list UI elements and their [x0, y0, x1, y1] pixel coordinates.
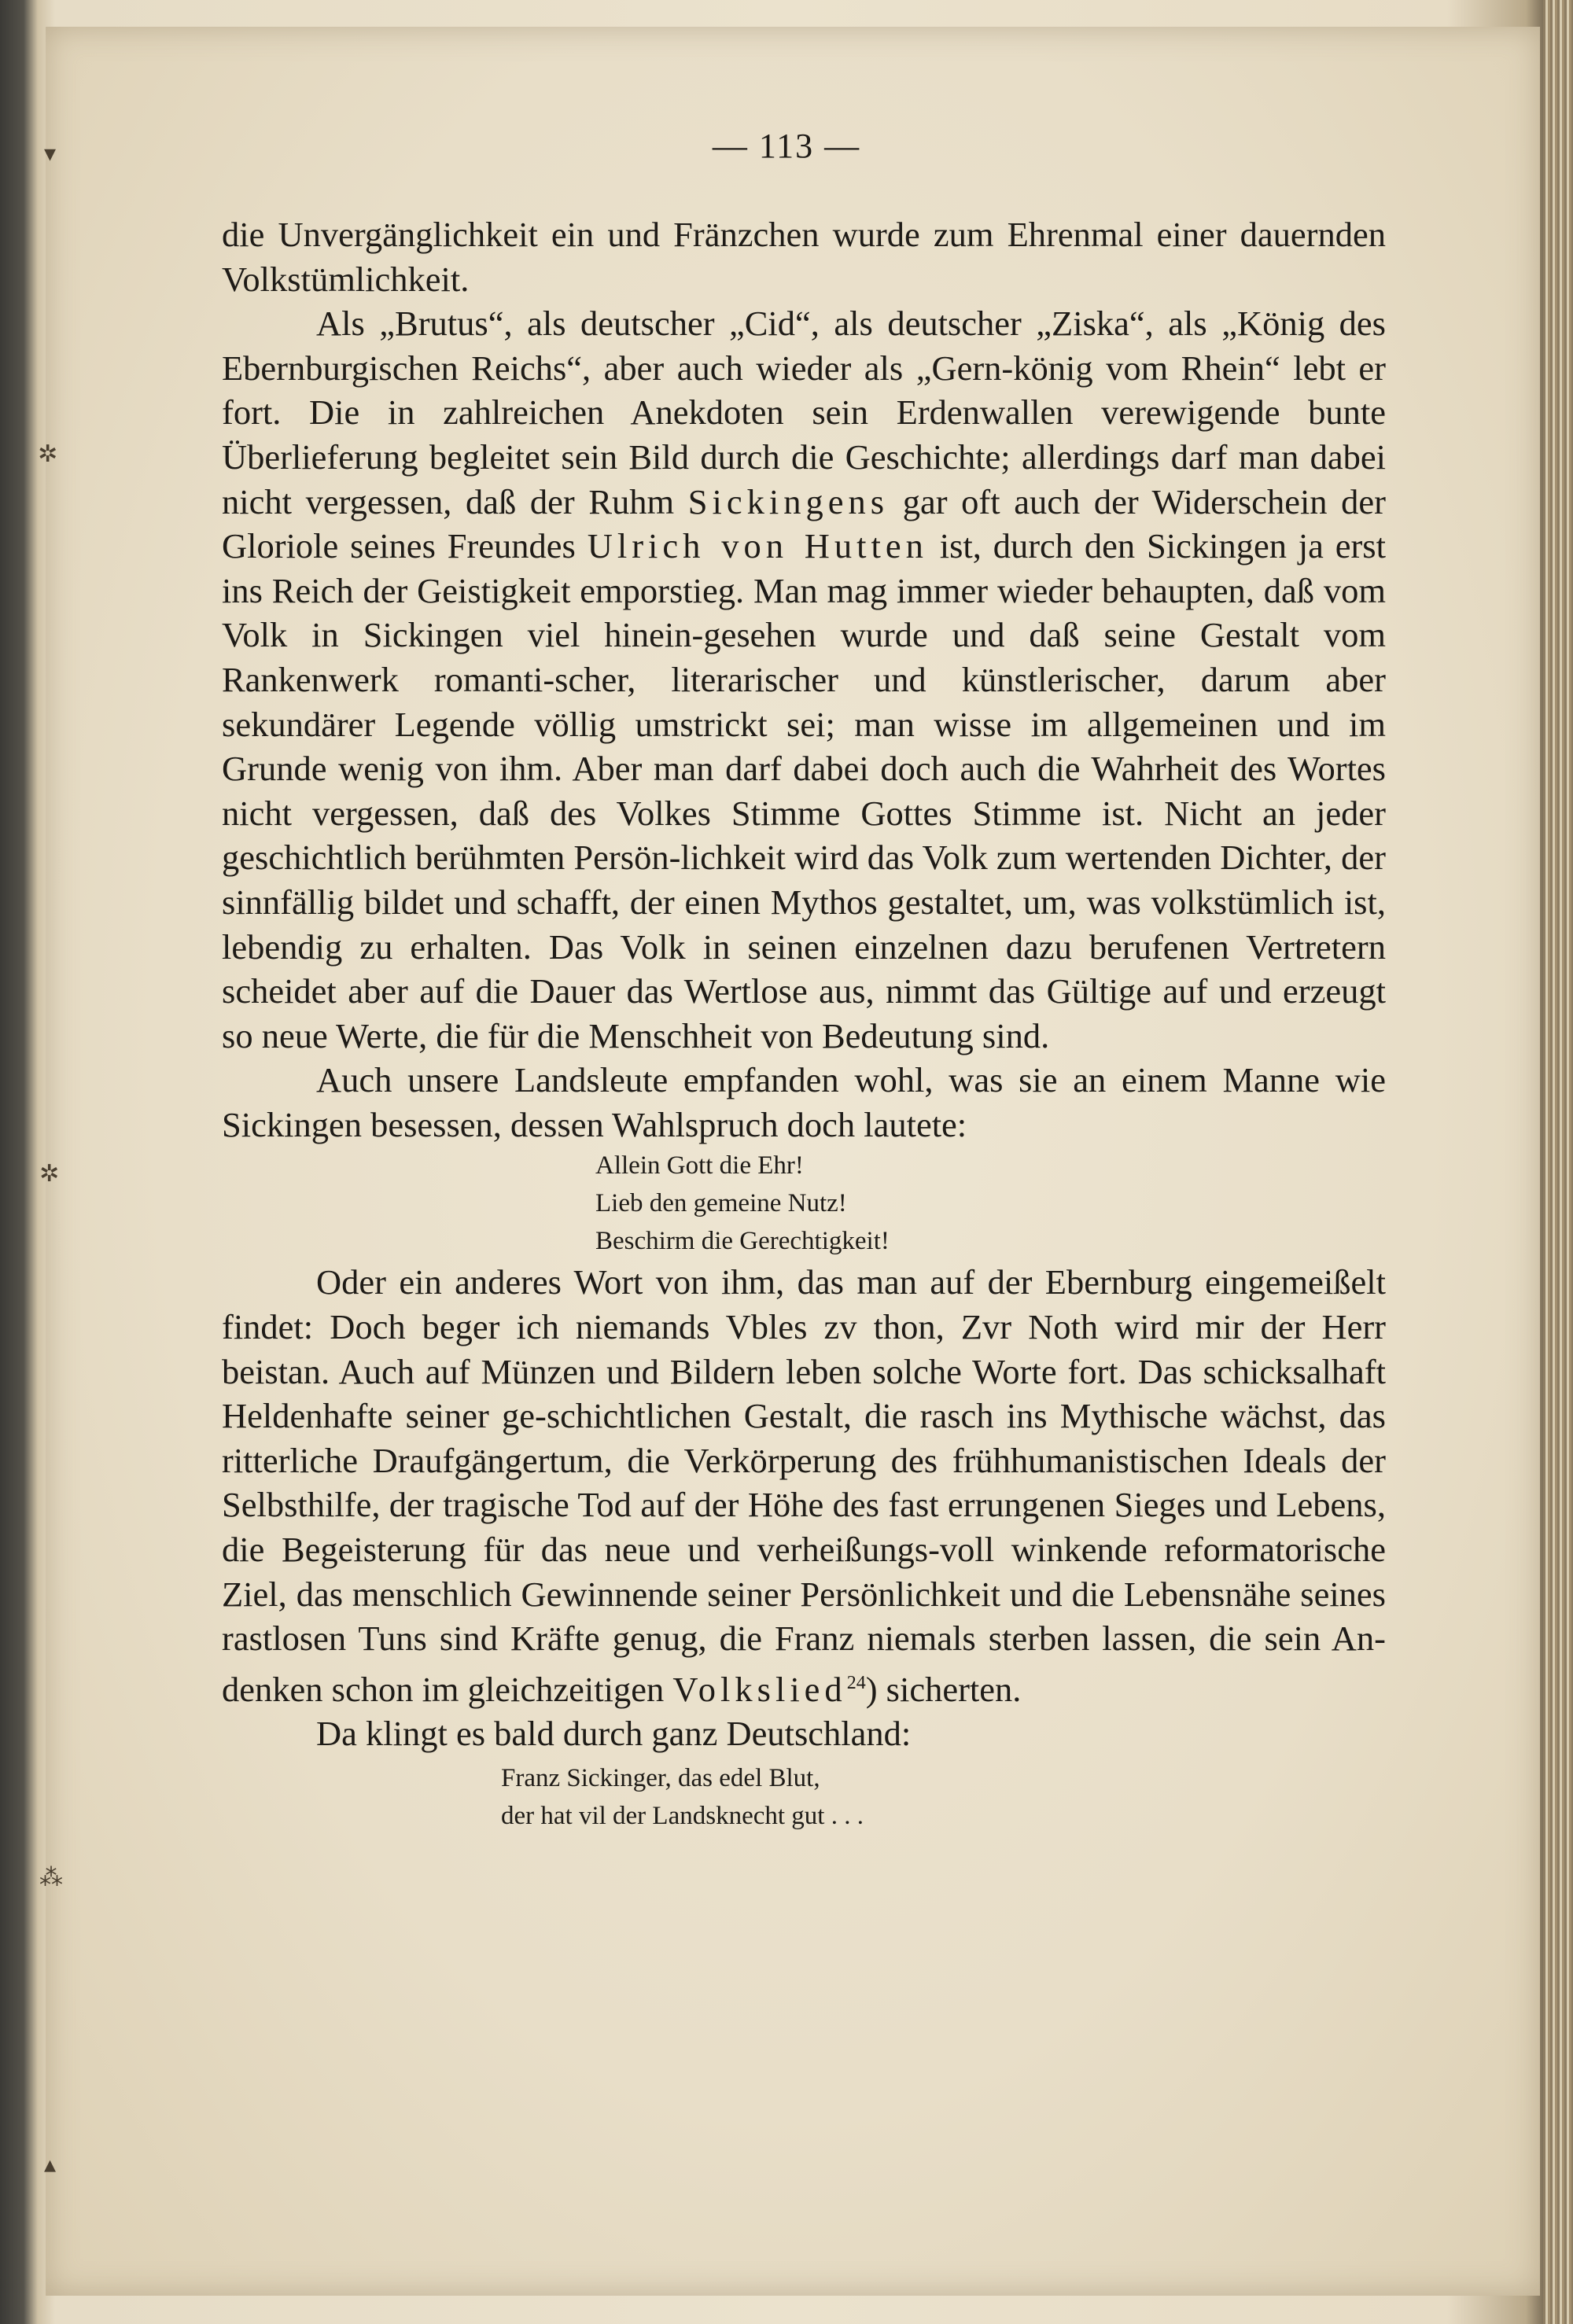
footnote-ref[interactable]: 24 [846, 1672, 866, 1693]
margin-mark: ✲ [38, 440, 58, 468]
text-run: gar oft auch der Widerschein der Gloriole seines Freundes [222, 481, 1386, 566]
paragraph [222, 1260, 1386, 1711]
song-verse [222, 1759, 1386, 1835]
spaced-name: Sickingens [687, 481, 890, 521]
text-run: ) sicherten. [865, 1669, 1022, 1709]
paragraph: die Unvergänglichkeit ein und Fränzchen wurde zum Ehrenmal einer dauernden Volkstümlichkeit. [222, 215, 1386, 299]
verse-line: der hat vil der Landsknecht gut . . . [501, 1801, 864, 1830]
margin-mark: ▴ [44, 2151, 57, 2179]
margin-mark: ▾ [44, 140, 57, 168]
verse-line: Lieb den gemeine Nutz! [595, 1189, 847, 1218]
page-body [222, 212, 1386, 1835]
verse-line: Allein Gott die Ehr! [595, 1151, 804, 1180]
paragraph: Da klingt es bald durch ganz Deutschland: [316, 1714, 912, 1754]
paragraph [222, 301, 1386, 1058]
verse-line: Franz Sickinger, das edel Blut, [501, 1763, 820, 1792]
margin-mark: ✲ [39, 1160, 60, 1188]
page-number: — 113 — [712, 127, 861, 165]
margin-mark: ⁂ [39, 1864, 63, 1891]
spaced-name: Ulrich von Hutten [587, 526, 928, 566]
spaced-word: Volkslied [672, 1669, 847, 1709]
paragraph: Auch unsere Landsleute empfanden wohl, was sie an einem Manne wie Sickingen besessen, dessen Wahlspruch doch lautete: [222, 1060, 1386, 1144]
text-run: ist, durch den Sickingen ja erst ins Reich der Geistigkeit emporstieg. Man mag immer wieder behaupten, daß vom Volk in Sickingen viel hinein-gesehen wurde und daß seine Gestalt vom Rankenwerk romanti-scher, literarischer und künstlerischer, darum aber sekundärer Legende völlig umstrickt sei; man wisse im allgemeinen und im Grunde wenig von ihm. Aber man darf dabei doch auch die Wahrheit des Wortes nicht vergessen, daß des Volkes Stimme Gottes Stimme ist. Nicht an jeder geschichtlich berühmten Persön-lichkeit wird das Volk zum wertenden Dichter, der sinnfällig bildet und schafft, der einen Mythos gestaltet, um, was volkstümlich ist, lebendig zu erhalten. Das Volk in seinen einzelnen dazu berufenen Vertretern scheidet aber auf die Dauer das Wertlose aus, nimmt das Gültige auf und erzeugt so neue Werte, die für die Menschheit von Bedeutung sind. [222, 526, 1386, 1055]
book-edge [1543, 0, 1573, 2324]
verse-line: Beschirm die Gerechtigkeit! [595, 1227, 890, 1256]
text-run: Oder ein anderes Wort von ihm, das man auf der Ebernburg eingemeißelt findet: Doch beger ich niemands Vbles zv thon, Zvr Noth wird mir der Herr beistan. Auch auf Münzen und Bildern leben solche Worte fort. Das schicksalhaft Heldenhafte seiner ge-schichtlichen Gestalt, die rasch ins Mythische wächst, das ritterliche Draufgängertum, die Verkörperung des frühhumanistischen Ideals der Selbsthilfe, der tragische Tod auf der Höhe des fast errungenen Sieges und Lebens, die Begeisterung für das neue und verheißungs-voll winkende reformatorische Ziel, das menschlich Gewinnende seiner Persönlichkeit und die Lebensnähe seines rastlosen Tuns sind Kräfte genug, die Franz niemals sterben lassen, die sein An-denken schon im gleichzeitigen [222, 1262, 1386, 1709]
motto-verse [222, 1147, 1386, 1260]
text-run: Als „Brutus“, als deutscher „Cid“, als deutscher „Ziska“, als „König des Ebernburgischen Reichs“, aber auch wieder als „Gern-könig vom Rhein“ lebt er fort. Die in zahlreichen Anekdoten sein Erdenwallen verewigende bunte Überlieferung begleitet sein Bild durch die Geschichte; allerdings darf man dabei nicht vergessen, daß der Ruhm [222, 304, 1386, 521]
